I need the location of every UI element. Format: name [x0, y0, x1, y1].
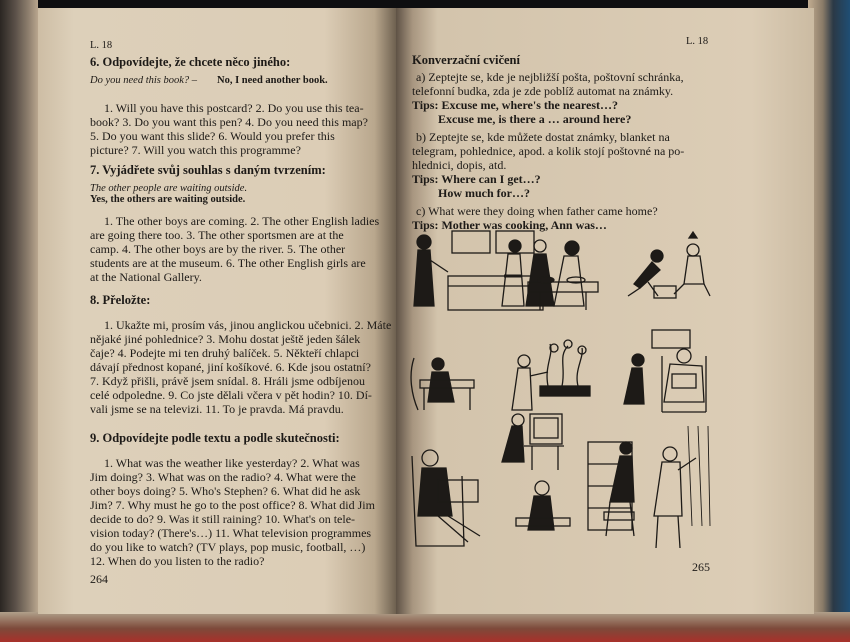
exercise-b-line: b) Zeptejte se, kde můžete dostat známky, blanket na [416, 130, 670, 144]
bookshelf-scene [588, 426, 710, 548]
exercise-8-line: čaje? 4. Podejte mi ten druhý balíček. 5. Někteří chlapci [90, 346, 360, 360]
exercise-a-tip: Excuse me, is there a … around here? [438, 112, 632, 126]
exercise-8-line: dávají přednost kopané, jiní košíkové. 6. Kde jsou ostatní? [90, 360, 371, 374]
exercise-9-line: vision today? (There's…) 11. What television programmes [90, 526, 372, 540]
conversation-section-title: Konverzační cvičení [412, 53, 520, 67]
exercise-8-title: 8. Přeložte: [90, 293, 151, 307]
tv-scene [502, 414, 570, 530]
page-number-right: 265 [692, 560, 710, 574]
exercise-b-line: hlednici, dopis, atd. [412, 158, 507, 172]
exercise-8-line: vali jsme se na televizi. 11. To je pravda. Má pravdu. [90, 402, 344, 416]
exercise-b-tip: How much for…? [438, 186, 530, 200]
exercise-a-tip: Tips: Excuse me, where's the nearest…? [412, 98, 618, 112]
children-playing-scene [628, 232, 710, 298]
exercise-6-line: picture? 7. Will you watch this programme? [90, 143, 301, 157]
exercise-7-line: students are at the museum. 6. The other English girls are [90, 256, 366, 270]
exercise-7-example-1: The other people are waiting outside. [90, 183, 248, 194]
exercise-8-line: celé odpoledne. 9. Co jste dělali včera v pět hodin? 10. Dí- [90, 388, 372, 402]
exercise-a-line: a) Zeptejte se, kde je nejbližší pošta, poštovní schránka, [416, 70, 684, 84]
exercise-6-example-answer: No, I need another book. [217, 75, 328, 86]
armchair-scene [624, 330, 706, 412]
exercise-9-line: Jim doing? 3. What was on the radio? 4. What were the [90, 470, 356, 484]
lesson-label-right: L. 18 [686, 36, 709, 47]
exercise-9-line: 1. What was the weather like yesterday? 2. What was [104, 456, 360, 470]
exercise-7-line: camp. 4. The other boys are by the river. 5. The other [90, 242, 346, 256]
exercise-7-line: at the National Gallery. [90, 270, 202, 284]
exercise-7-example-2: Yes, the others are waiting outside. [90, 194, 246, 205]
exercise-c-tip: Tips: Mother was cooking, Ann was… [412, 218, 607, 232]
exercise-6-line: 1. Will you have this postcard? 2. Do you use this tea- [104, 101, 364, 115]
exercise-8-line: 1. Ukažte mi, prosím vás, jinou anglickou učebnici. 2. Máte [104, 318, 392, 332]
exercise-9-title: 9. Odpovídejte podle textu a podle skutečnosti: [90, 431, 340, 445]
right-page [396, 8, 814, 614]
exercise-c-line: c) What were they doing when father came home? [416, 204, 658, 218]
exercise-a-line: telefonní budka, zda je zde poblíž automat na známky. [412, 84, 674, 98]
exercise-6-example-question: Do you need this book? – [90, 75, 198, 86]
page-number-left: 264 [90, 572, 108, 586]
exercise-9-line: Jim? 7. Why must he go to the post office? 8. What did Jim [90, 498, 375, 512]
watering-plants-scene [512, 340, 590, 410]
reading-scene [411, 358, 474, 410]
illustration-drawing [408, 226, 713, 561]
newspaper-scene [412, 450, 480, 546]
left-page [38, 8, 396, 614]
exercise-7-title: 7. Vyjádřete svůj souhlas s daným tvrzením: [90, 163, 326, 177]
exercise-b-tip: Tips: Where can I get…? [412, 172, 541, 186]
family-activities-illustration [408, 226, 713, 561]
lesson-label-left: L. 18 [90, 40, 113, 51]
exercise-8-line: 7. Když přišli, právě jsem snídal. 8. Hráli jsme odbíjenou [90, 374, 365, 388]
exercise-8-line: nějaké jiné pohlednice? 3. Mohu dostat ještě jeden šálek [90, 332, 361, 346]
exercise-6-line: 5. Do you want this slide? 6. Would you prefer this [90, 129, 335, 143]
exercise-6-title: 6. Odpovídejte, že chcete něco jiného: [90, 55, 291, 69]
exercise-7-line: 1. The other boys are coming. 2. The other English ladies [104, 214, 380, 228]
exercise-b-line: telegram, pohlednice, apod. a kolik stojí poštovné na po- [412, 144, 685, 158]
exercise-9-line: other boys doing? 5. Who's Stephen? 6. What did he ask [90, 484, 361, 498]
kitchen-scene [414, 231, 598, 310]
exercise-7-line: are going there too. 3. The other sportsmen are at the [90, 228, 344, 242]
exercise-6-line: book? 3. Do you want this pen? 4. Do you need this map? [90, 115, 368, 129]
book-bottom-edge [0, 612, 850, 642]
exercise-9-line: do you like to watch? (TV plays, pop music, football, …) [90, 540, 366, 554]
book-page-edges-left [0, 0, 38, 642]
exercise-9-line: 12. When do you listen to the radio? [90, 554, 265, 568]
book-cover-right [808, 0, 850, 642]
exercise-9-line: decide to do? 9. Was it still raining? 10. What's on tele- [90, 512, 356, 526]
